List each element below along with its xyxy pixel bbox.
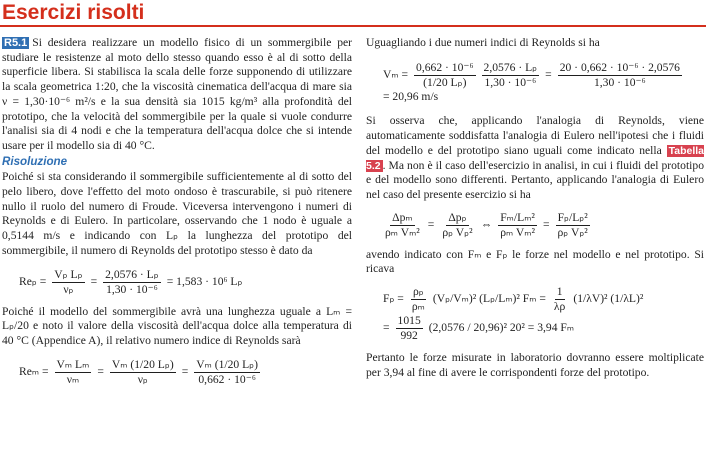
solution-heading: Risoluzione [2,154,68,168]
forces-paragraph: avendo indicato con Fₘ e Fₚ le forze nel modello e nel prototipo. Si ricava [366,247,704,276]
problem-text [2,36,352,154]
equation-reynolds-model: Reₘ = $\frac{\text{Vₘ Lₘ}}{\text{νₘ}}$ = $\frac{\text{Vₘ (1/20 Lₚ)}}{\text{νₚ}}$ = $\frac{\text{Vₘ (1/20 Lₚ)}}{\text{0,662 · 10⁻⁶}}$ [19,357,259,386]
problem-statement: Si desidera realizzare un modello fisico di un sommergibile per studiare le resistenze al moto dello stesso quando esso è al di sotto della superficie libera. Si stabilisca la scala delle forze supponendo di utilizzare la scala geometrica 1:20, che la viscosità cinematica dell'acqua di mare sia ν = 1,30·10⁻⁶ m²/s e la sua densità sia 1015 kg/m³ alla profondità del prototipo, che la velocità del sommergibile per la quale si vuole condurre l'analisi sia di 4 nodi e che la temperatura dell'acqua dolce che si intende usare per il modello sia di 40 °C. [2,36,352,152]
conclusion-paragraph: Pertanto le forze misurate in laboratorio dovranno essere moltiplicate per 3,94 al fine di avere le corrispondenti forze del prototipo. [366,351,704,379]
page-title: Esercizi risolti [2,1,145,24]
intro-text: Uguagliando i due numeri indici di Reynolds si ha [366,36,600,49]
equation-reynolds-prototype: Reₚ = $\frac{\text{Vₚ Lₚ}}{\text{νₚ}}$ = $\frac{\text{2,0576 · Lₚ}}{\text{1,30 · 10⁻⁶}}$ = 1,583 · 10⁶ Lₚ [19,267,243,296]
table-reference-link[interactable]: Tabella 5.2 [366,144,705,172]
solution-paragraph-2: Poiché il modello del sommergibile avrà una lunghezza uguale a Lₘ = Lₚ/20 e noto il valore della viscosità dell'acqua dolce alla temperatura di 40 °C (Appendice A), il relativo numero indice di Reynolds sarà [2,304,352,347]
page-header [0,0,706,27]
right-column [366,36,704,380]
equation-force-scale: Fₚ = $\frac{\text{ρₚ}}{\text{ρₘ}}$ (Vₚ/Vₘ)² (Lₚ/Lₘ)² Fₘ = $\frac{1}{\lambda\rho}$ (1/λV)² (1/λL)² [383,285,644,314]
left-column [2,36,352,387]
analysis-paragraph: Si osserva che, applicando l'analogia di Reynolds, viene automaticamente soddisfatta l'analogia di Eulero nell'ipotesi che i fluidi del modello e del prototipo siano uguali come indicato nella Tabella 5.2 . Ma non è il caso dell'esercizio in analisi, in cui i fluidi del prototipo e del modello sono differenti. Pertanto, applicando l'analogia di Eulero nel caso del presente esercizio si ha [366,114,705,201]
solution-paragraph-1: Poiché si sta considerando il sommergibile sufficientemente al di sotto del pelo libero, dove l'effetto del moto ondoso è trascurabile, si può ritenere nullo il ruolo del numero di Froude. Viceversa intervengono i numeri di Reynolds e di Eulero. In particolare, osservando che 1 nodo è uguale a 0,5144 m/s e indicando con Lₚ la lunghezza del prototipo del sommergibile, il numero di Reynolds del prototipo stesso è dato da [2,170,352,257]
equation-model-velocity-result: = 20,96 m/s [383,89,439,103]
exercise-badge: R5.1 [4,37,28,49]
equation-model-velocity: Vₘ = $\frac{\text{0,662 · 10⁻⁶}}{\text{(1/20 Lₚ)}}$ $\frac{\text{2,0576 · Lₚ}}{\text{1,30 · 10⁻⁶}}$ = $\frac{\text{20 · 0,662 · 10⁻⁶ · 2,0576}}{\text{1,30 · 10⁻⁶}}$ [383,60,680,89]
equation-force-result: = $\frac{1015}{992}$ (2,0576 / 20,96)² 20² = 3,94 Fₘ [383,314,575,343]
equation-euler-analogy: $\frac{\text{Δpₘ}}{\text{ρₘ Vₘ²}}$ = $\frac{\text{Δpₚ}}{\text{ρₚ Vₚ²}}$ ⇔ $\frac{\text{Fₘ/Lₘ²}}{\text{ρₘ Vₘ²}}$ = $\frac{\text{Fₚ/Lₚ²}}{\text{ρₚ Vₚ²}}$ [385,210,588,239]
title-rule [0,25,706,27]
